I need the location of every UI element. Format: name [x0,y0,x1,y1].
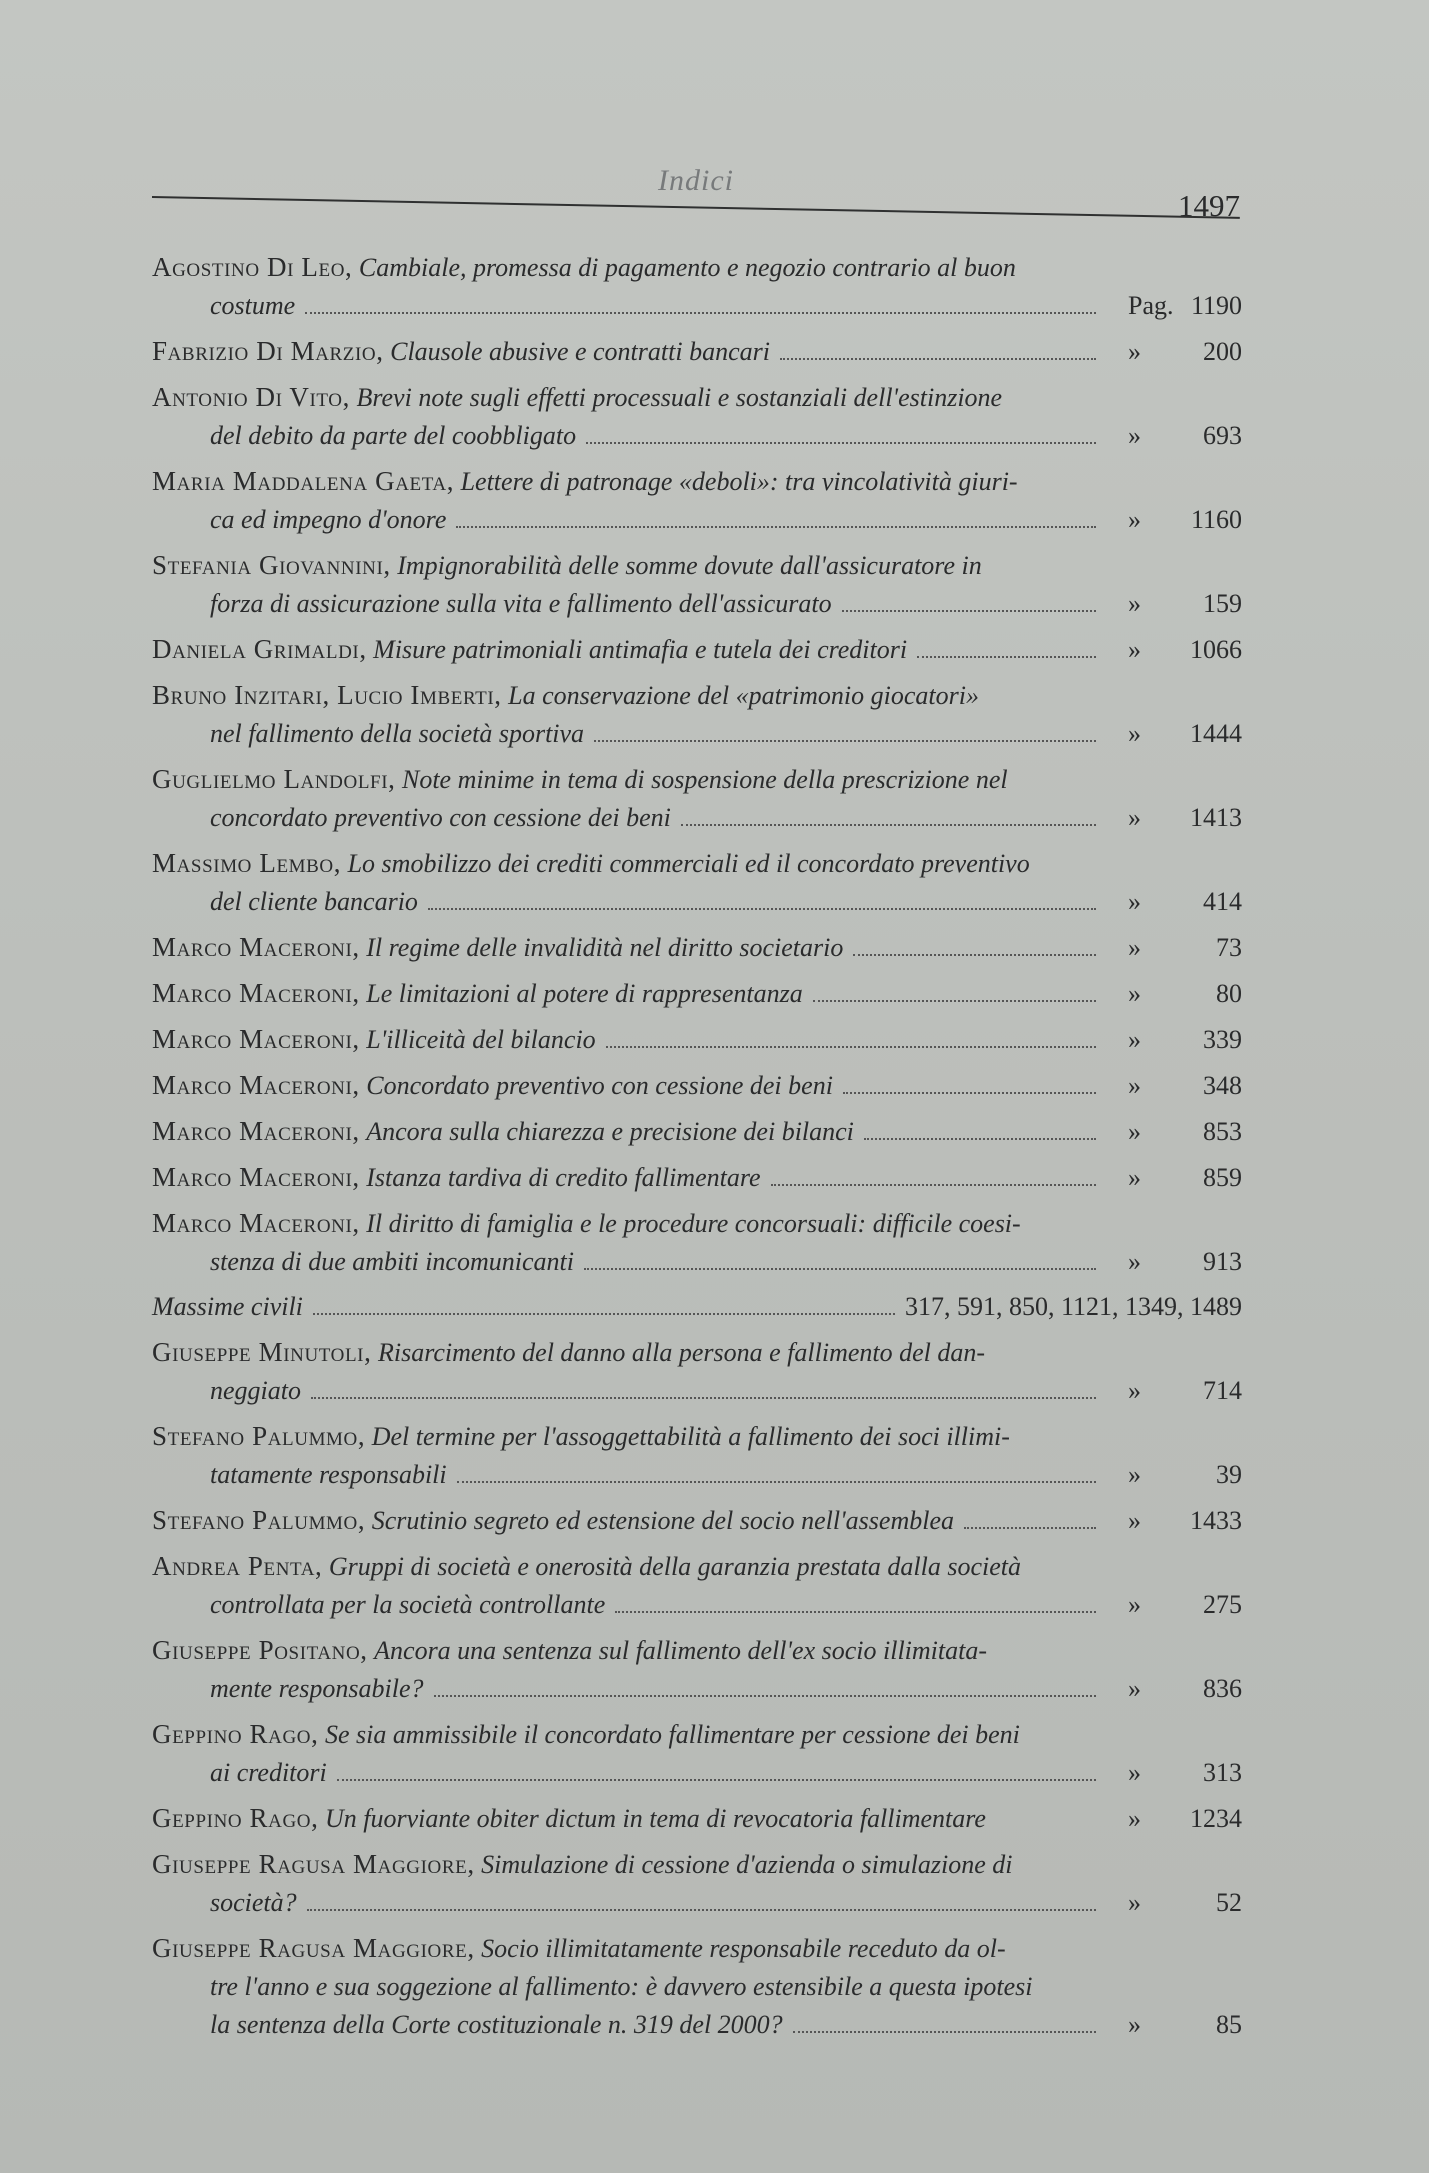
page-header [152,160,1240,240]
entry-line [152,1845,1242,1884]
article-title: Note minime in tema di sospensione della prescrizione nel [401,765,1008,794]
entry-line [152,1417,1242,1456]
page-number-ref: 348 [1203,1071,1242,1100]
article-title: L'illiceità del bilancio [366,1025,596,1054]
author-name: Andrea Penta, [152,1551,323,1581]
index-entry [152,760,1242,837]
article-title: costume [210,291,296,320]
author-name: Marco Maceroni, [152,1162,360,1192]
page-number-ref: 80 [1216,979,1242,1008]
page-marker: » [1128,1025,1141,1054]
page-marker: » [1128,1117,1141,1146]
page-reference [1106,1021,1242,1059]
article-title: Clausole abusive e contratti bancari [390,337,770,366]
page-reference [1106,1456,1242,1494]
index-entry [152,1715,1242,1792]
article-title: ai creditori [210,1758,327,1787]
entry-line [152,1243,1242,1281]
index-entry [152,1929,1242,2044]
article-title: del cliente bancario [210,887,418,916]
page-reference [1106,1754,1242,1792]
entry-line [152,1799,1242,1838]
entry-line [152,1066,1242,1105]
index-entry [152,1501,1242,1540]
page-number-ref: 1160 [1190,505,1242,534]
entry-line [152,974,1242,1013]
article-title: Ancora sulla chiarezza e precisione dei bilanci [366,1117,854,1146]
page-marker: » [1128,1804,1141,1833]
author-name: Marco Maceroni, [152,978,360,1008]
page-number-ref: 1413 [1190,803,1242,832]
entry-line [152,501,1242,539]
article-title: del debito da parte del coobbligato [210,421,577,450]
index-entry [152,1288,1242,1326]
author-name: Giuseppe Positano, [152,1635,368,1665]
page-marker: » [1128,1674,1141,1703]
header-rule [152,196,1240,219]
page-number-ref: 1066 [1190,635,1242,664]
page-reference [1106,1502,1242,1540]
author-name: Stefano Palummo, [152,1421,366,1451]
page-reference [905,1288,1242,1326]
page-marker: » [1128,1590,1141,1619]
entry-line [152,2006,1242,2044]
article-title: ca ed impegno d'onore [210,505,447,534]
entry-line [152,715,1242,753]
entry-line [152,883,1242,921]
index-entry [152,1066,1242,1105]
dot-leader [780,358,1096,360]
article-title: mente responsabile? [210,1674,424,1703]
page-number-ref: 913 [1203,1247,1242,1276]
article-title: Il regime delle invalidità nel diritto societario [366,933,844,962]
page-reference [1106,799,1242,837]
dot-leader [434,1695,1097,1697]
entry-line [152,676,1242,715]
page-reference [1106,631,1242,669]
index-entry [152,974,1242,1013]
page-marker: » [1128,887,1141,916]
page-number-ref: 200 [1203,337,1242,366]
page-marker: » [1128,1247,1141,1276]
page-number-ref: 317, 591, 850, 1121, 1349, 1489 [904,1292,1242,1321]
page-reference [1106,585,1242,623]
dot-leader [313,1313,895,1315]
author-name: Giuseppe Ragusa Maggiore, [152,1849,475,1879]
page-marker: » [1128,719,1141,748]
dot-leader [594,740,1096,742]
dot-leader [842,610,1096,612]
index-entry [152,1333,1242,1410]
page-number-ref: 52 [1216,1888,1242,1917]
page-number-ref: 693 [1203,421,1242,450]
entry-line [152,928,1242,967]
page-reference [1106,883,1242,921]
article-title: Se sia ammissibile il concordato fallimentare per cessione dei beni [324,1720,1020,1749]
article-title: società? [210,1888,297,1917]
dot-leader [917,656,1096,658]
dot-leader [311,1397,1096,1399]
article-title: tre l'anno e sua soggezione al fallimento: è davvero estensibile a questa ipotesi [210,1972,1033,2001]
page-marker: » [1128,1376,1141,1405]
page-number-ref: 1190 [1190,291,1242,320]
page-reference [1106,1800,1242,1838]
author-name: Marco Maceroni, [152,1070,360,1100]
index-entry [152,1020,1242,1059]
author-name: Giuseppe Ragusa Maggiore, [152,1933,475,1963]
index-entry [152,462,1242,539]
index-entry [152,928,1242,967]
article-title: Impignorabilità delle somme dovute dall'assicuratore in [397,551,982,580]
author-name: Geppino Rago, [152,1803,319,1833]
article-title: stenza di due ambiti incomunicanti [210,1247,574,1276]
page-number-ref: 85 [1216,2010,1242,2039]
dot-leader [964,1527,1096,1529]
entry-line [152,1456,1242,1494]
article-title: Le limitazioni al potere di rappresentanza [366,979,803,1008]
index-entry [152,1799,1242,1838]
page-reference [1106,1159,1242,1197]
dot-leader [864,1138,1096,1140]
author-name: Stefano Palummo, [152,1505,366,1535]
dot-leader [853,954,1096,956]
index-entry [152,1158,1242,1197]
article-title: Massime civili [152,1292,303,1321]
page-marker: » [1128,1163,1141,1192]
entry-line [152,1288,1242,1326]
page-marker: » [1128,1888,1141,1917]
entry-line [152,1670,1242,1708]
entry-line [152,546,1242,585]
article-title: Del termine per l'assoggettabilità a fallimento dei soci illimi- [371,1422,1010,1451]
dot-leader [337,1779,1096,1781]
page-number-ref: 73 [1216,933,1242,962]
entry-line [152,1112,1242,1151]
index-entry [152,844,1242,921]
author-name: Marco Maceroni, [152,1208,360,1238]
page-reference [1106,287,1242,325]
page-number: 1497 [1178,188,1240,223]
article-title: Scrutinio segreto ed estensione del socio nell'assemblea [371,1506,954,1535]
author-name: Agostino Di Leo, [152,252,353,282]
article-title: forza di assicurazione sulla vita e fallimento dell'assicurato [210,589,832,618]
index-entry [152,1112,1242,1151]
page-reference [1106,1113,1242,1151]
entry-line [152,1929,1242,1968]
dot-leader [681,824,1096,826]
article-title: La conservazione del «patrimonio giocatori» [508,681,979,710]
page-number-ref: 1234 [1190,1804,1242,1833]
entry-line [152,1501,1242,1540]
article-title: Un fuorviante obiter dictum in tema di revocatoria fallimentare [324,1804,986,1833]
article-title: Lettere di patronage «deboli»: tra vincolatività giuri- [460,467,1018,496]
article-title: Ancora una sentenza sul fallimento dell'ex socio illimitata- [374,1636,988,1665]
article-title: Misure patrimoniali antimafia e tutela dei creditori [373,635,908,664]
entry-line [152,1158,1242,1197]
author-name: Marco Maceroni, [152,1024,360,1054]
page-reference [1106,1586,1242,1624]
page-reference [1106,417,1242,455]
page-marker: » [1128,421,1141,450]
entry-line [152,1968,1242,2006]
page-marker: » [1128,979,1141,1008]
page-marker: » [1128,1071,1141,1100]
page-number-ref: 159 [1203,589,1242,618]
author-name: Massimo Lembo, [152,848,342,878]
index-entry [152,1204,1242,1281]
page-number-ref: 836 [1203,1674,1242,1703]
author-name: Stefania Giovannini, [152,550,391,580]
dot-leader [771,1184,1096,1186]
page-reference [1106,715,1242,753]
entry-line [152,1754,1242,1792]
entry-line [152,248,1242,287]
author-name: Marco Maceroni, [152,1116,360,1146]
dot-leader [457,1481,1096,1483]
entry-line [152,1333,1242,1372]
dot-leader [456,526,1096,528]
author-name: Giuseppe Minutoli, [152,1337,372,1367]
page-number-ref: 39 [1216,1460,1242,1489]
article-title: concordato preventivo con cessione dei beni [210,803,671,832]
page-number-ref: 714 [1203,1376,1242,1405]
author-name: Maria Maddalena Gaeta, [152,466,455,496]
article-title: la sentenza della Corte costituzionale n. 319 del 2000? [210,2010,783,2039]
index-entry [152,546,1242,623]
author-name: Daniela Grimaldi, [152,634,367,664]
entry-line [152,1715,1242,1754]
index-entry [152,1631,1242,1708]
entry-line [152,1372,1242,1410]
page-reference [1106,1243,1242,1281]
page-reference [1106,1372,1242,1410]
page-marker: » [1128,505,1141,534]
page-marker: » [1128,933,1141,962]
page-marker: » [1128,635,1141,664]
entry-line [152,1204,1242,1243]
page-marker: » [1128,589,1141,618]
index-entry-list [152,248,1242,2051]
entry-line [152,585,1242,623]
article-title: nel fallimento della società sportiva [210,719,585,748]
page-number-ref: 339 [1203,1025,1242,1054]
page-reference [1106,975,1242,1013]
page-marker: » [1128,1506,1141,1535]
article-title: neggiato [210,1376,301,1405]
page-reference [1106,929,1242,967]
entry-line [152,417,1242,455]
entry-line [152,462,1242,501]
index-entry [152,676,1242,753]
entry-line [152,760,1242,799]
page-number-ref: 313 [1203,1758,1242,1787]
entry-line [152,1547,1242,1586]
page-marker: » [1128,1460,1141,1489]
entry-line [152,630,1242,669]
running-head: Indici [658,164,734,197]
article-title: Cambiale, promessa di pagamento e negozio contrario al buon [358,253,1016,282]
article-title: controllata per la società controllante [210,1590,606,1619]
article-title: Simulazione di cessione d'azienda o simulazione di [481,1850,1013,1879]
dot-leader [813,1000,1096,1002]
article-title: Gruppi di società e onerosità della garanzia prestata dalla società [328,1552,1021,1581]
index-entry [152,248,1242,325]
page-reference [1106,2006,1242,2044]
page-number-ref: 414 [1203,887,1242,916]
author-name: Antonio Di Vito, [152,382,350,412]
author-name: Guglielmo Landolfi, [152,764,396,794]
index-entry [152,1845,1242,1922]
author-name: Geppino Rago, [152,1719,319,1749]
dot-leader [307,1909,1096,1911]
entry-line [152,844,1242,883]
author-name: Fabrizio Di Marzio, [152,336,384,366]
page-reference [1106,1670,1242,1708]
page-marker: » [1128,803,1141,832]
page-marker: » [1128,337,1141,366]
dot-leader [428,908,1096,910]
entry-line [152,1586,1242,1624]
entry-line [152,1020,1242,1059]
dot-leader [793,2031,1096,2033]
article-title: Lo smobilizzo dei crediti commerciali ed il concordato preventivo [347,849,1030,878]
dot-leader [584,1268,1096,1270]
page-marker: Pag. [1128,291,1174,320]
page-reference [1106,1884,1242,1922]
page-marker: » [1128,2010,1141,2039]
entry-line [152,1631,1242,1670]
article-title: Il diritto di famiglia e le procedure concorsuali: difficile coesi- [366,1209,1021,1238]
entry-line [152,1884,1242,1922]
entry-line [152,332,1242,371]
entry-line [152,287,1242,325]
dot-leader [305,312,1096,314]
article-title: Socio illimitatamente responsabile receduto da ol- [481,1934,1006,1963]
page-number-ref: 275 [1203,1590,1242,1619]
page-number-ref: 859 [1203,1163,1242,1192]
entry-line [152,799,1242,837]
page-number-ref: 853 [1203,1117,1242,1146]
index-entry [152,1417,1242,1494]
author-name: Marco Maceroni, [152,932,360,962]
page-marker: » [1128,1758,1141,1787]
article-title: Concordato preventivo con cessione dei beni [366,1071,833,1100]
page-reference [1106,501,1242,539]
article-title: Brevi note sugli effetti processuali e sostanziali dell'estinzione [356,383,1003,412]
dot-leader [606,1046,1096,1048]
article-title: tatamente responsabili [210,1460,447,1489]
index-entry [152,1547,1242,1624]
index-entry [152,378,1242,455]
author-name: Bruno Inzitari, Lucio Imberti, [152,680,502,710]
index-entry [152,630,1242,669]
article-title: Risarcimento del danno alla persona e fallimento del dan- [377,1338,986,1367]
page-reference [1106,1067,1242,1105]
dot-leader [586,442,1096,444]
article-title: Istanza tardiva di credito fallimentare [366,1163,761,1192]
entry-line [152,378,1242,417]
dot-leader [843,1092,1096,1094]
page-number-ref: 1433 [1190,1506,1242,1535]
page-reference [1106,333,1242,371]
index-entry [152,332,1242,371]
page-number-ref: 1444 [1190,719,1242,748]
dot-leader [615,1611,1096,1613]
